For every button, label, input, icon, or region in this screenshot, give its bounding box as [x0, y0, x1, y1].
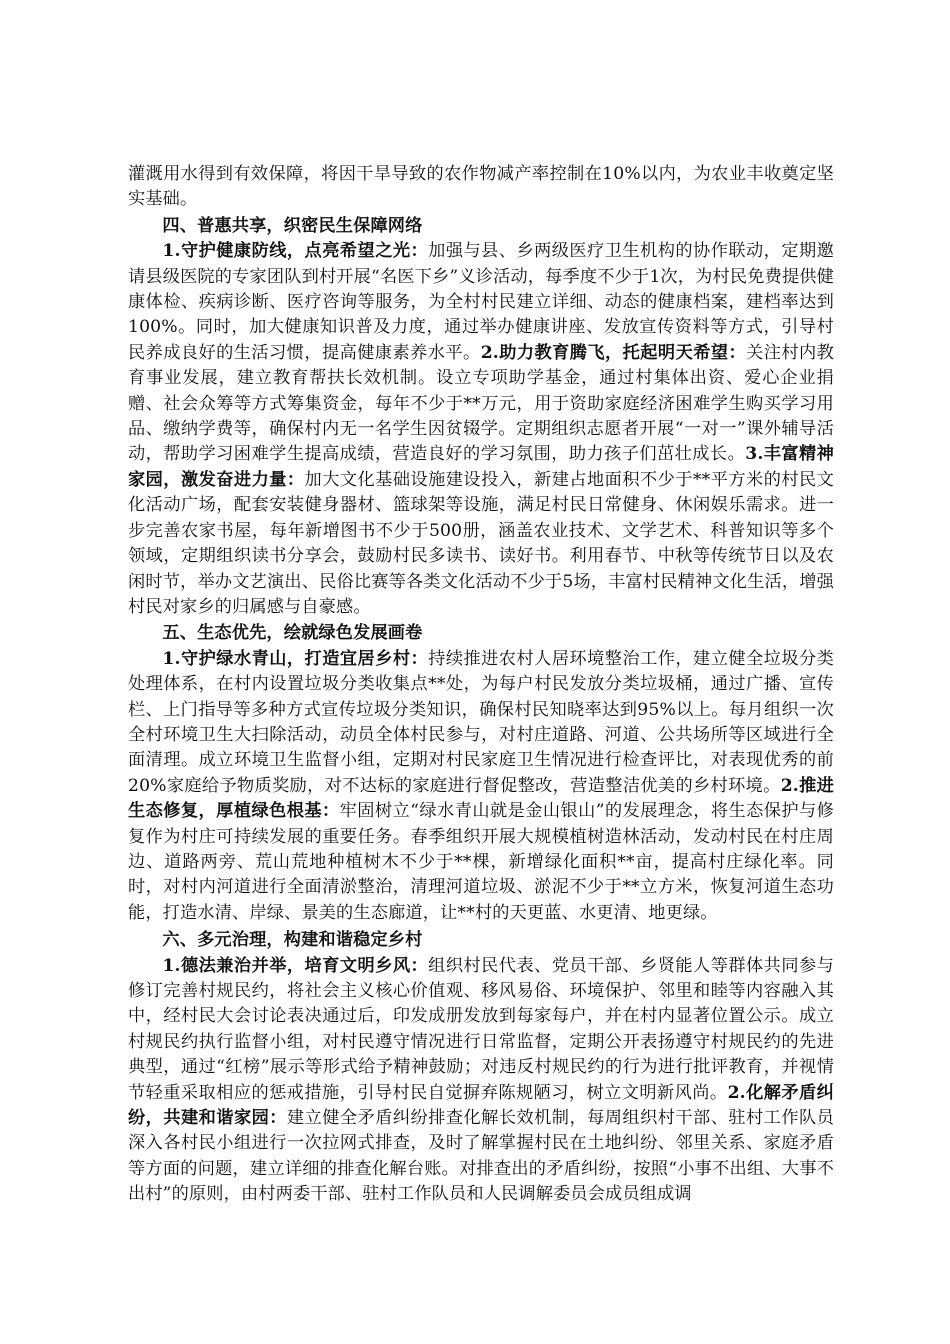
item-lead: 2.助力教育腾飞，托起明天希望：	[480, 342, 747, 363]
item-text: 组织村民代表、党员干部、乡贤能人等群体共同参与修订完善村规民约，将社会主义核心价值观、移风易俗、环境保护、邻里和睦等内容融入其中，经村民大会讨论表决通过后，印发成册发放到每家每户，并在村内显著位置公示。成立村规民约执行监督小组，对村民遵守情况进行日常监督，定期公开表扬遵守村规民约的先进典型，通过“红榜”展示等形式给予精神鼓励；对违反村规民约的行为进行批评教育，并视情节轻重采取相应的惩戒措施，引导村民自觉摒弃陈规陋习，树立文明新风尚。	[128, 955, 834, 1103]
document-body	[128, 162, 834, 1208]
section-4-paragraph	[128, 239, 834, 620]
item-lead: 1.守护健康防线，点亮希望之光：	[162, 241, 429, 262]
item-text: 牢固树立“绿水青山就是金山银山”的发展理念，将生态保护与修复作为村庄可持续发展的重要任务。春季组织开展大规模植树造林活动，发动村民在村庄周边、道路两旁、荒山荒地种植树木不少于**棵，新增绿化面积**亩，提高村庄绿化率。同时，对村内河道进行全面清淤整治，清理河道垃圾、淤泥不少于**立方米，恢复河道生态功能，打造水清、岸绿、景美的生态廊道，让**村的天更蓝、水更清、地更绿。	[128, 801, 834, 923]
section-heading-4: 四、普惠共享，织密民生保障网络	[162, 215, 423, 236]
section-heading-5: 五、生态优先，绘就绿色发展画卷	[162, 623, 423, 644]
section-6-paragraph	[128, 954, 834, 1208]
item-lead: 3.丰富精神家园，激发奋进力量：	[128, 444, 834, 490]
item-lead: 1.守护绿水青山，打造宜居乡村：	[162, 648, 429, 669]
item-lead: 1.德法兼治并举，培育文明乡风：	[162, 955, 429, 976]
intro-paragraph: 灌溉用水得到有效保障，将因干旱导致的农作物减产率控制在10%以内，为农业丰收奠定坚实基础。	[128, 164, 834, 210]
item-text: 建立健全矛盾纠纷排查化解长效机制，每周组织村干部、驻村工作队员深入各村民小组进行一次拉网式排查，及时了解掌握村民在土地纠纷、邻里关系、家庭矛盾等方面的问题，建立详细的排查化解台账。对排查出的矛盾纠纷，按照“小事不出组、大事不出村”的原则，由村两委干部、驻村工作队员和人民调解委员会成员组成调	[128, 1108, 834, 1205]
item-lead: 2.推进生态修复，厚植绿色根基：	[128, 775, 835, 822]
item-text: 加大文化基础设施建设投入，新建占地面积不少于**平方米的村民文化活动广场，配套安装健身器材、篮球架等设施，满足村民日常健身、休闲娱乐需求。进一步完善农家书屋，每年新增图书不少于500册，涵盖农业技术、文学艺术、科普知识等多个领域，定期组织读书分享会，鼓励村民多读书、读好书。利用春节、中秋等传统节日以及农闲时节，举办文艺演出、民俗比赛等各类文化活动不少于5场，丰富村民精神文化生活，增强村民对家乡的归属感与自豪感。	[128, 469, 834, 617]
item-text: 持续推进农村人居环境整治工作，建立健全垃圾分类处理体系，在村内设置垃圾分类收集点**处，为每户村民发放分类垃圾桶，通过广播、宣传栏、上门指导等多种方式宣传垃圾分类知识，确保村民知晓率达到95%以上。每月组织一次全村环境卫生大扫除活动，动员全体村民参与，对村庄道路、河道、公共场所等区域进行全面清理。成立环境卫生监督小组，定期对村民家庭卫生情况进行检查评比，对表现优秀的前20%家庭给予物质奖励，对不达标的家庭进行督促整改，营造整洁优美的乡村环境。	[128, 648, 834, 796]
item-text: 加强与县、乡两级医疗卫生机构的协作联动，定期邀请县级医院的专家团队到村开展“名医下乡”义诊活动，每季度不少于1次，为村民免费提供健康体检、疾病诊断、医疗咨询等服务，为全村村民建立详细、动态的健康档案，建档率达到100%。同时，加大健康知识普及力度，通过举办健康讲座、发放宣传资料等方式，引导村民养成良好的生活习惯，提高健康素养水平。	[128, 241, 834, 363]
item-lead: 2.化解矛盾纠纷，共建和谐家园：	[128, 1082, 834, 1129]
section-5-paragraph	[128, 647, 834, 926]
section-heading-6: 六、多元治理，构建和谐稳定乡村	[162, 930, 423, 951]
item-text: 关注村内教育事业发展，建立教育帮扶长效机制。设立专项助学基金，通过村集体出资、爱心企业捐赠、社会众筹等方式筹集资金，每年不少于**万元，用于资助家庭经济困难学生购买学习用品、缴纳学费等，确保村内无一名学生因贫辍学。定期组织志愿者开展“一对一”课外辅导活动，帮助学习困难学生提高成绩，营造良好的学习氛围，助力孩子们茁壮成长。	[128, 342, 834, 465]
